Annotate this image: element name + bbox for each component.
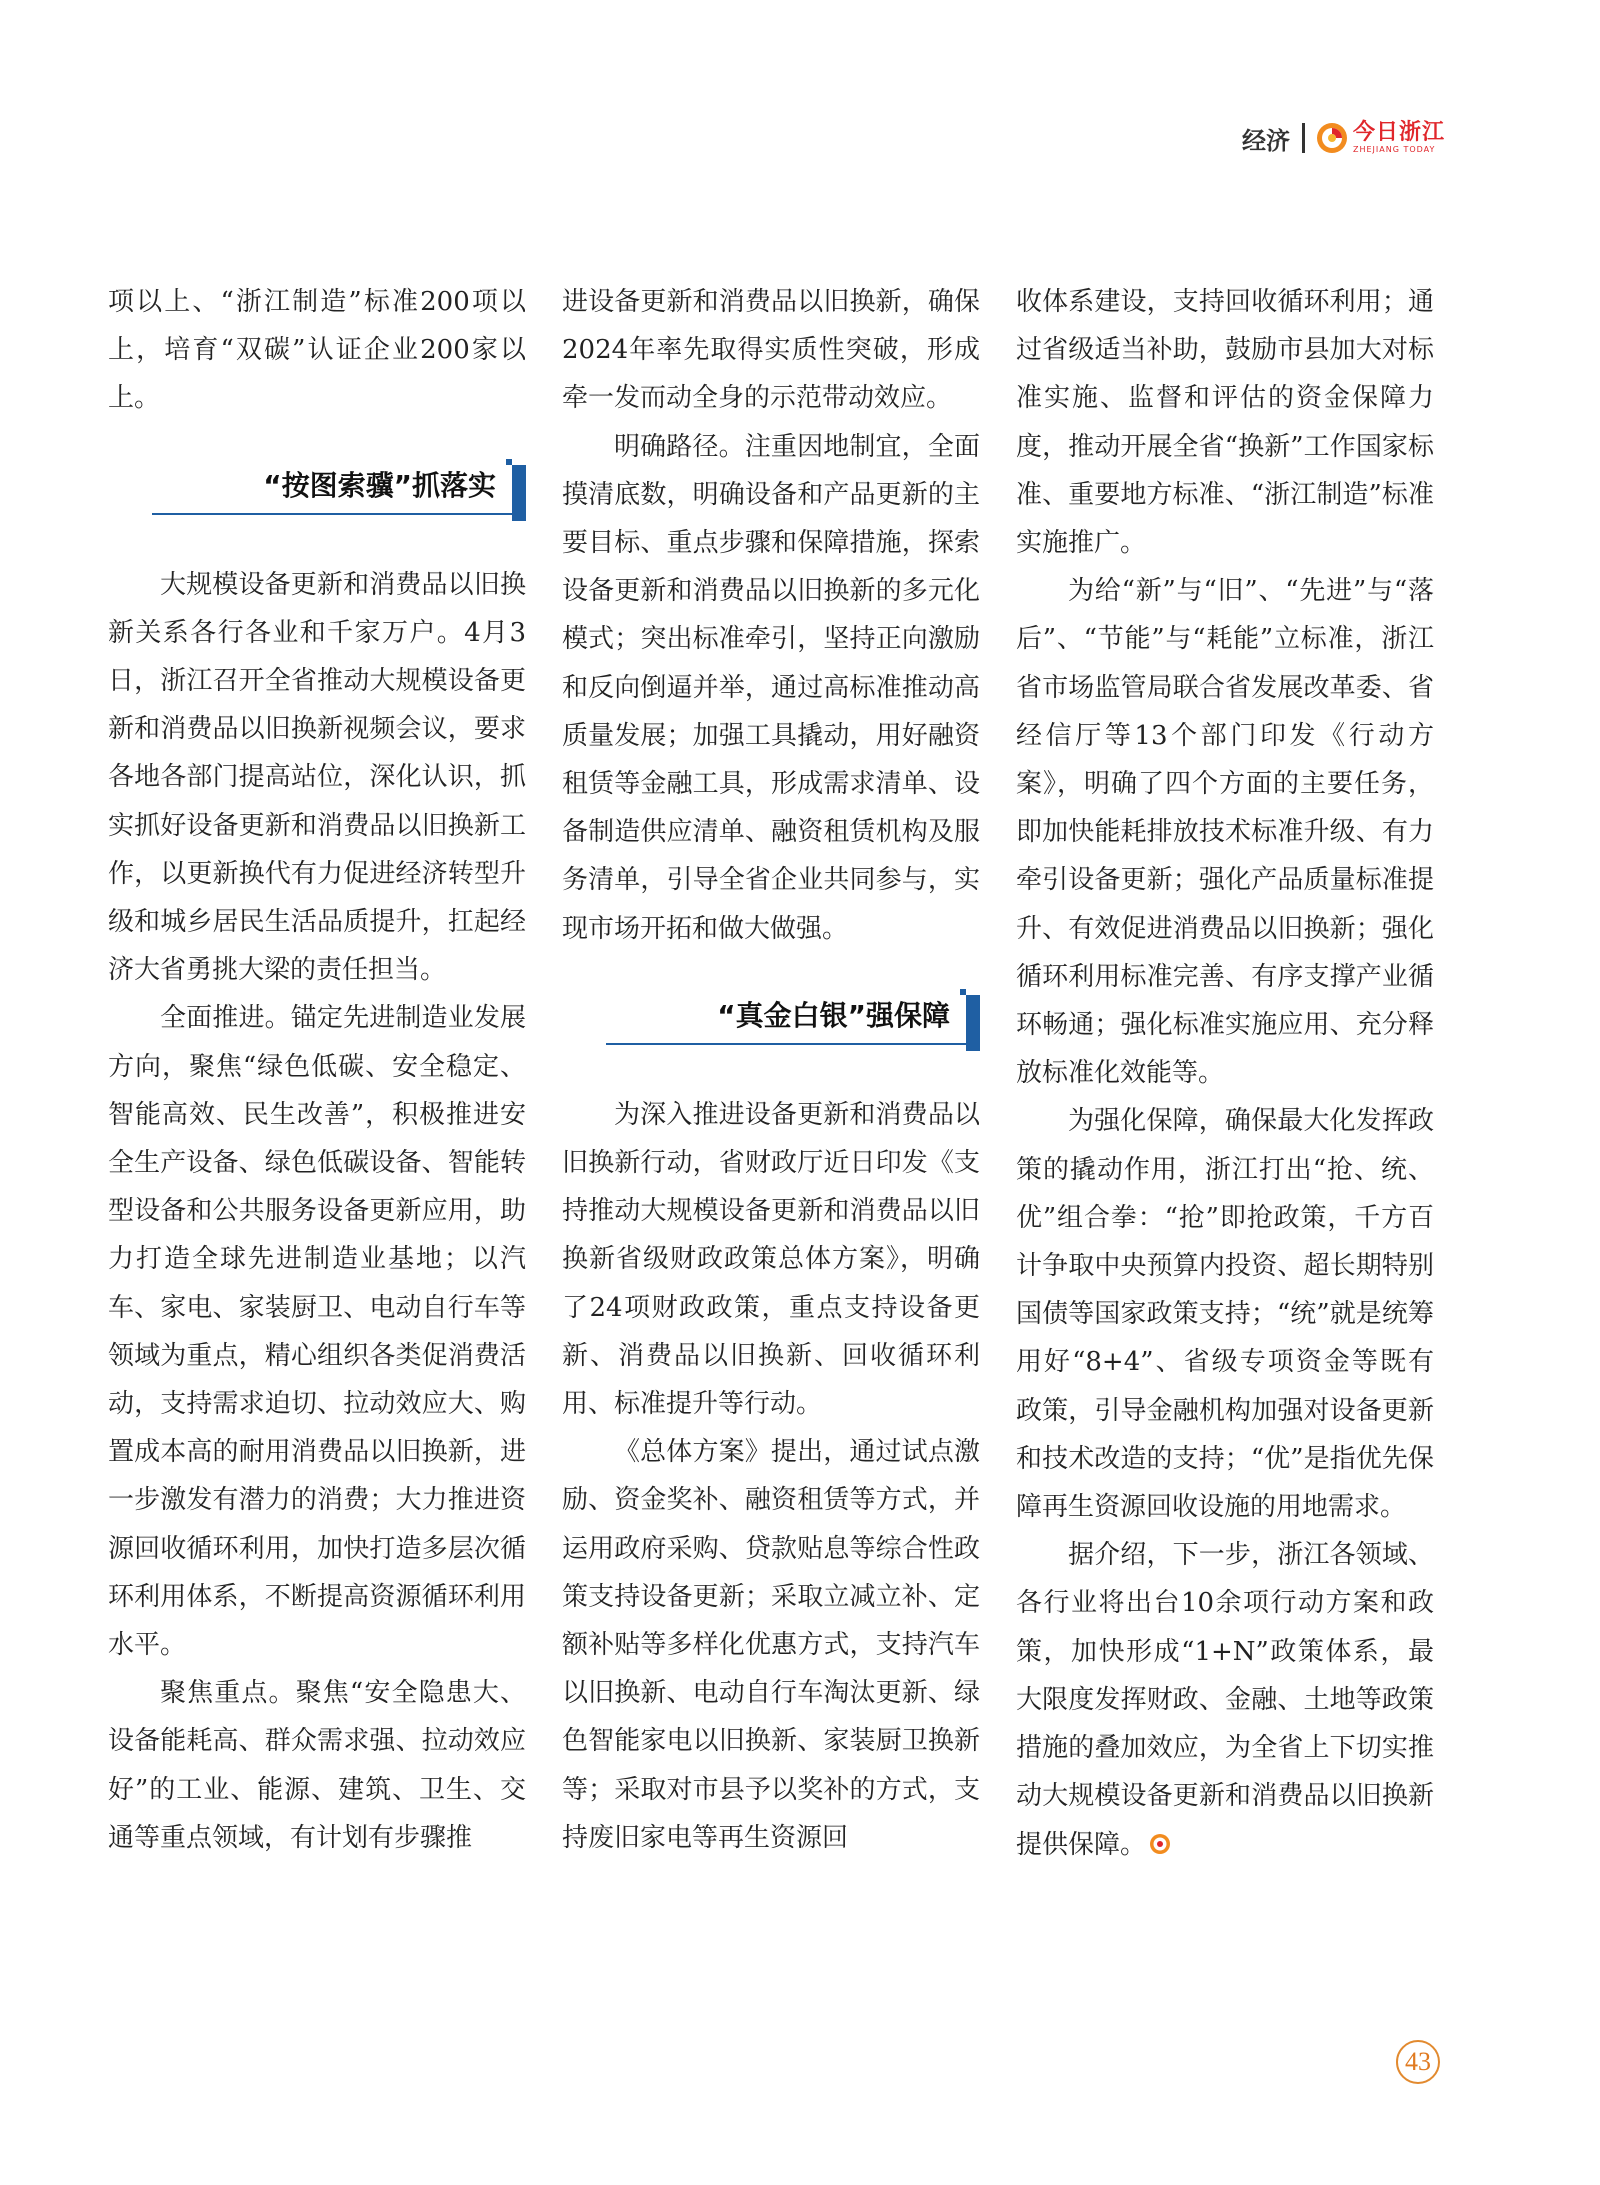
paragraph: 全面推进。锚定先进制造业发展方向，聚焦“绿色低碳、安全稳定、智能高效、民生改善”，积极推进安全生产设备、绿色低碳设备、智能转型设备和公共服务设备更新应用，助力打造全球先进制造业基地；以汽车、家电、家装厨卫、电动自行车等领域为重点，精心组织各类促消费活动，支持需求迫切、拉动效应大、购置成本高的耐用消费品以旧换新，进一步激发有潜力的消费；大力推进资源回收循环利用，加快打造多层次循环利用体系，不断提高资源循环利用水平。 (108, 1003, 526, 1661)
page-header (1242, 120, 1445, 156)
paragraph: 为强化保障，确保最大化发挥政策的撬动作用，浙江打出“抢、统、优”组合拳：“抢”即抢政策，千方百计争取中央预算内投资、超长期特别国债等国家政策支持；“统”就是统筹用好“8+4”、省级专项资金等既有政策，引导金融机构加强对设备更新和技术改造的支持；“优”是指优先保障再生资源回收设施的用地需求。 (1016, 1106, 1434, 1523)
paragraph: 大规模设备更新和消费品以旧换新关系各行各业和千家万户。4月3日，浙江召开全省推动大规模设备更新和消费品以旧换新视频会议，要求各地各部门提高站位，深化认识，抓实抓好设备更新和消费品以旧换新工作，以更新换代有力促进经济转型升级和城乡居民生活品质提升，扛起经济大省勇挑大梁的责任担当。 (108, 569, 526, 986)
subheading-2 (562, 993, 980, 1051)
paragraph: 进设备更新和消费品以旧换新，确保2024年率先取得实质性突破，形成牵一发而动全身的示范带动效应。 (562, 287, 980, 414)
paragraph: 项以上、“浙江制造”标准200项以上，培育“双碳”认证企业200家以上。 (108, 287, 526, 414)
column-1 (108, 278, 526, 1862)
paragraph: 《总体方案》提出，通过试点激励、资金奖补、融资租赁等方式，并运用政府采购、贷款贴息等综合性政策支持设备更新；采取立减立补、定额补贴等多样化优惠方式，支持汽车以旧换新、电动自行车淘汰更新、绿色智能家电以旧换新、家装厨卫换新等；采取对市县予以奖补的方式，支持废旧家电等再生资源回 (562, 1437, 980, 1853)
column-3 (1016, 278, 1434, 1869)
end-mark-icon (1148, 1832, 1172, 1856)
logo-swirl-icon (1315, 121, 1349, 155)
subheading-accent-bar (966, 995, 980, 1051)
subheading-1 (108, 463, 526, 521)
column-2 (562, 278, 980, 1862)
subheading-title: “真金白银”强保障 (717, 998, 950, 1032)
subheading-underline (606, 1043, 972, 1045)
paragraph-text: 据介绍，下一步，浙江各领域、各行业将出台10余项行动方案和政策，加快形成“1+N”政策体系，最大限度发挥财政、金融、土地等政策措施的叠加效应，为全省上下切实推动大规模设备更新和消费品以旧换新提供保障。 (1016, 1540, 1434, 1860)
magazine-logo (1315, 121, 1445, 155)
paragraph: 为给“新”与“旧”、“先进”与“落后”、“节能”与“耗能”立标准，浙江省市场监管局联合省发展改革委、省经信厅等13个部门印发《行动方案》，明确了四个方面的主要任务，即加快能耗排放技术标准升级、有力牵引设备更新；强化产品质量标准提升、有效促进消费品以旧换新；强化循环利用标准完善、有序支撑产业循环畅通；强化标准实施应用、充分释放标准化效能等。 (1016, 576, 1434, 1089)
logo-chinese-text: 今日浙江 (1352, 120, 1445, 145)
paragraph-final (1016, 1531, 1434, 1868)
paragraph: 明确路径。注重因地制宜，全面摸清底数，明确设备和产品更新的主要目标、重点步骤和保障措施，探索设备更新和消费品以旧换新的多元化模式；突出标准牵引，坚持正向激励和反向倒逼并举，通过高标准推动高质量发展；加强工具撬动，用好融资租赁等金融工具，形成需求清单、设备制造供应清单、融资租赁机构及服务清单，引导全省企业共同参与，实现市场开拓和做大做强。 (562, 431, 980, 944)
subheading-title: “按图索骥”抓落实 (263, 468, 496, 502)
logo-english-text: ZHEJIANG TODAY (1352, 145, 1436, 154)
subheading-accent-bar (512, 465, 526, 521)
page-number: 43 (1396, 2040, 1440, 2084)
paragraph: 聚焦重点。聚焦“安全隐患大、设备能耗高、群众需求强、拉动效应好”的工业、能源、建筑、卫生、交通等重点领域，有计划有步骤推 (108, 1678, 526, 1853)
section-label: 经济 (1241, 126, 1290, 155)
paragraph: 收体系建设，支持回收循环利用；通过省级适当补助，鼓励市县加大对标准实施、监督和评估的资金保障力度，推动开展全省“换新”工作国家标准、重要地方标准、“浙江制造”标准实施推广。 (1016, 287, 1434, 559)
paragraph: 为深入推进设备更新和消费品以旧换新行动，省财政厅近日印发《支持推动大规模设备更新和消费品以旧换新省级财政政策总体方案》，明确了24项财政政策，重点支持设备更新、消费品以旧换新、回收循环利用、标准提升等行动。 (562, 1099, 980, 1420)
header-divider (1302, 123, 1305, 153)
subheading-underline (152, 513, 518, 515)
